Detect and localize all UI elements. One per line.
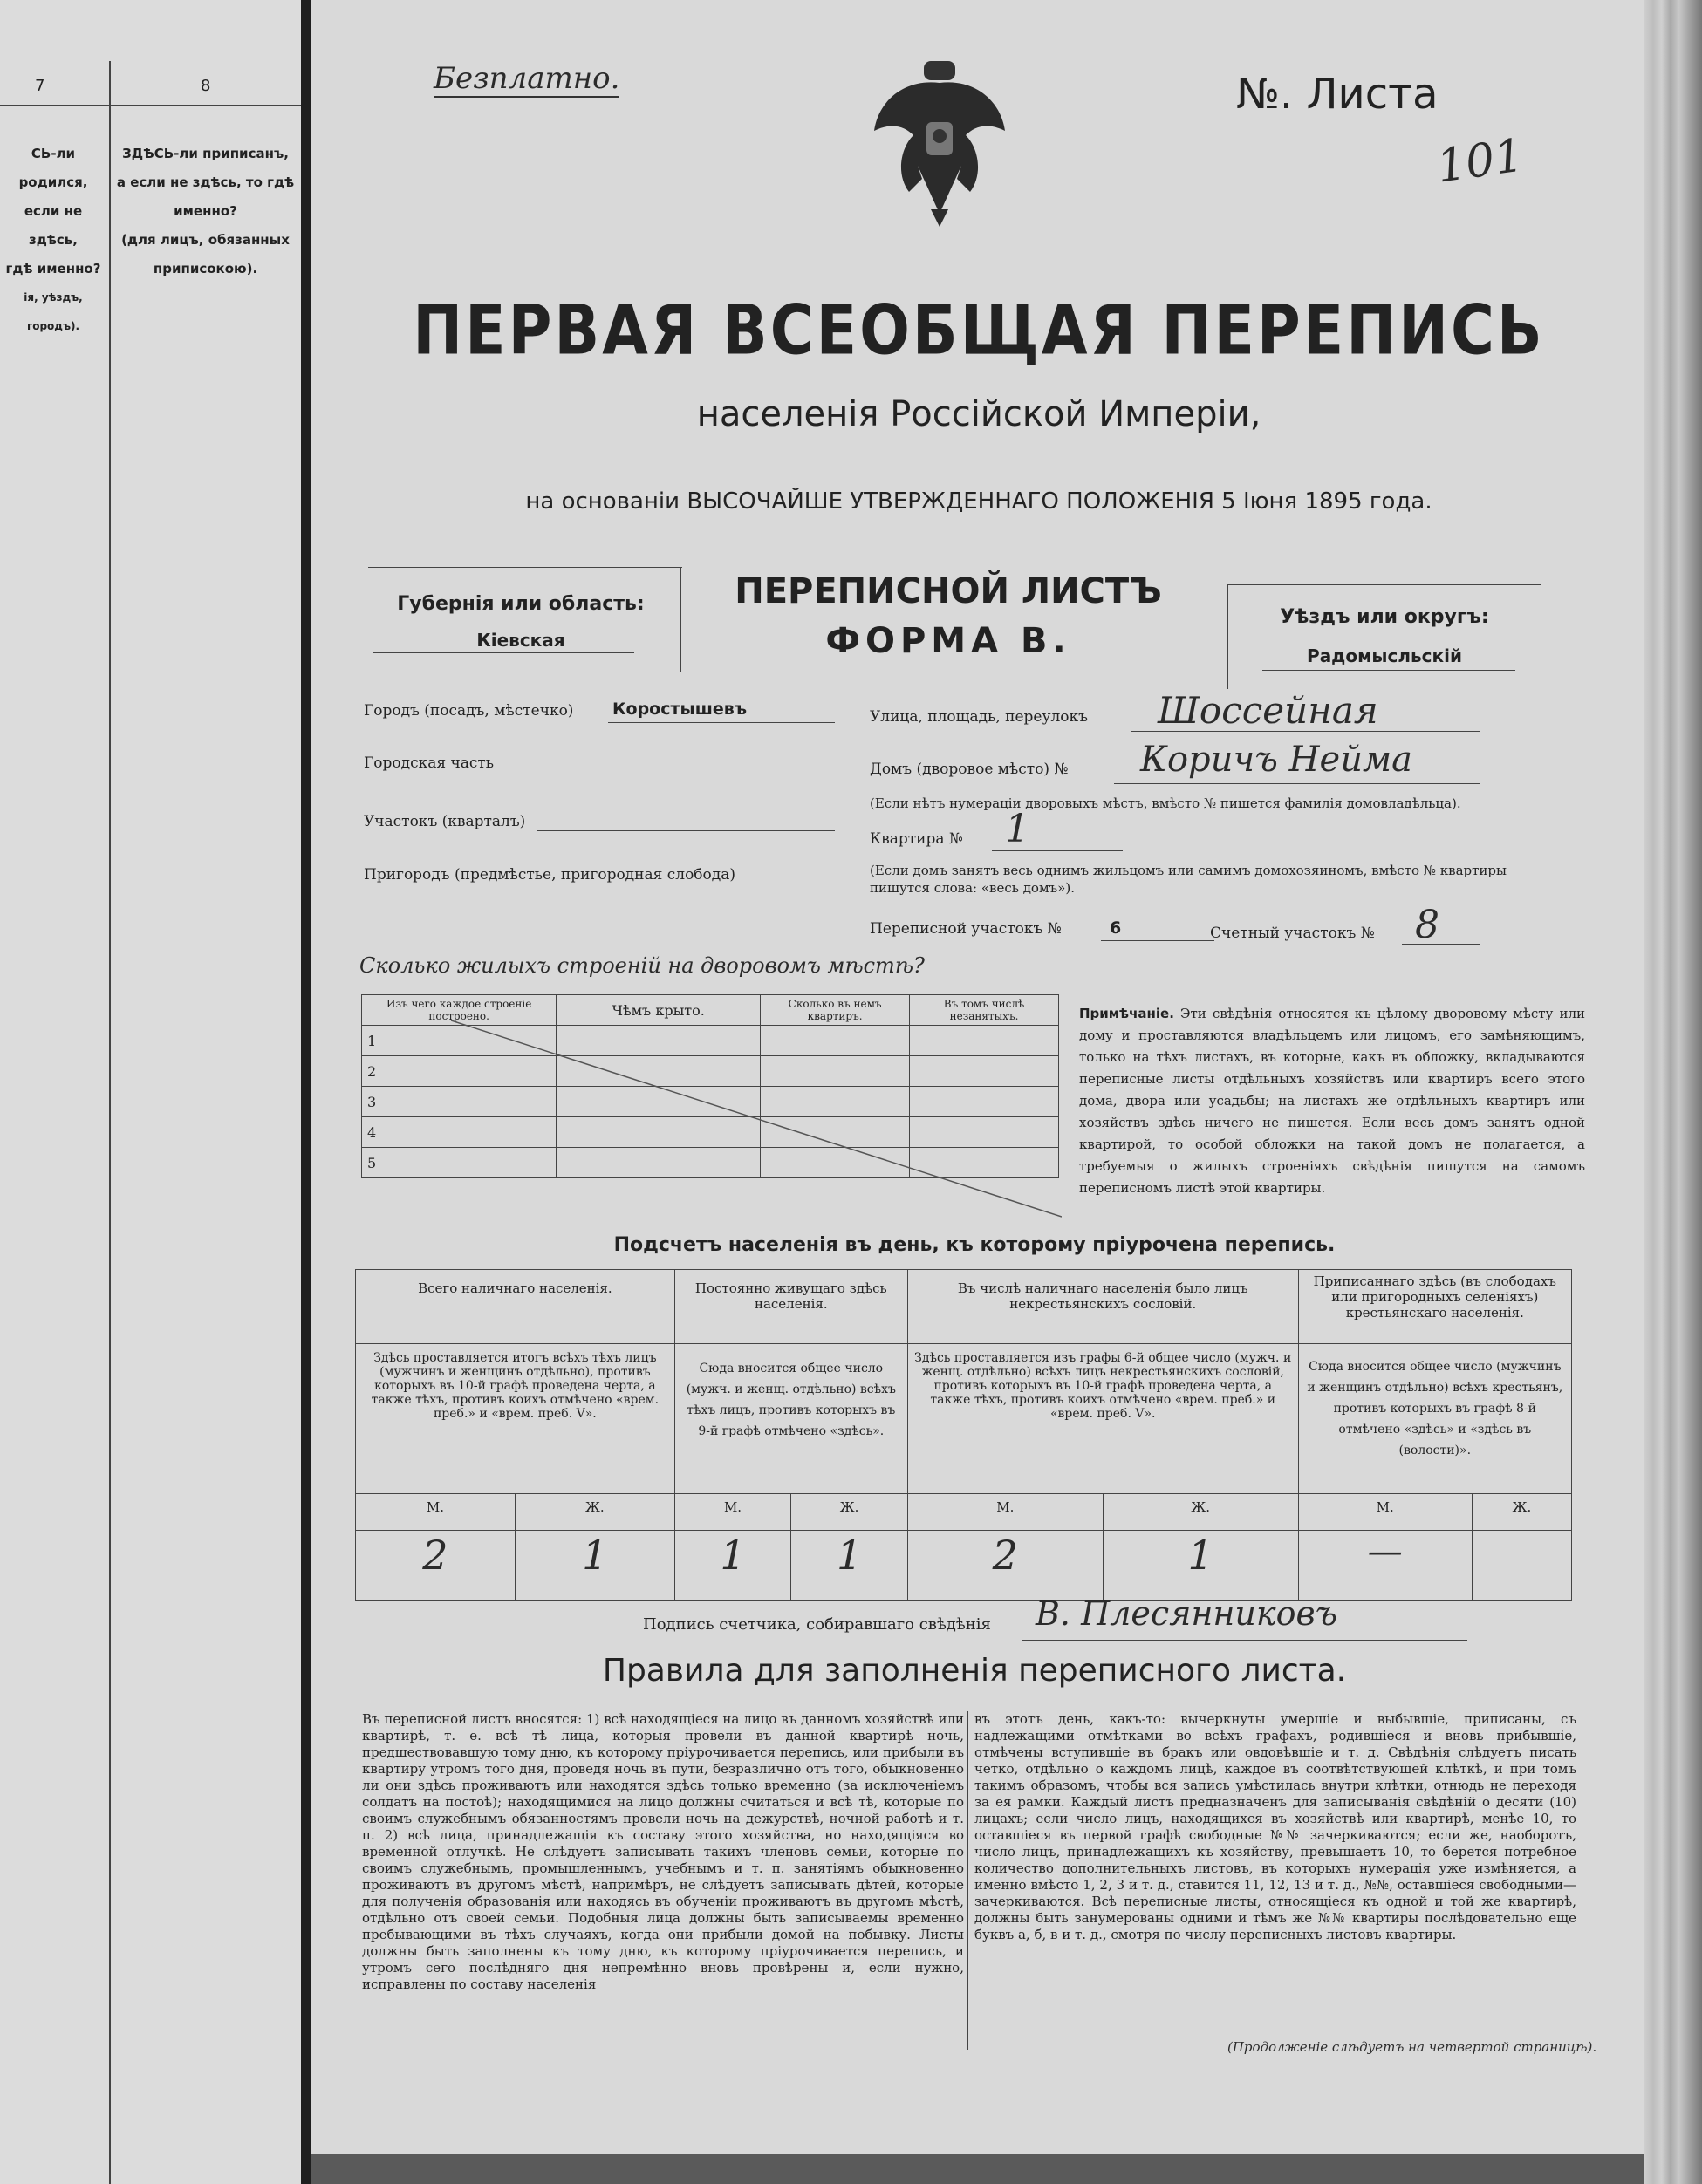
left-page-col8-text bbox=[112, 140, 299, 283]
count-value: 1 bbox=[1103, 1531, 1298, 1601]
col-material-header: Изъ чего каждое строеніе построено. bbox=[362, 995, 557, 1026]
f-label: Ж. bbox=[1103, 1494, 1298, 1531]
count-district-rule bbox=[1402, 944, 1480, 945]
count-col3-desc: Здѣсь проставляется изъ графы 6-й общее число (мужч. и женщ. отдѣльно) всѣхъ лицъ некрестьянскихъ сословій, противъ которыхъ въ 10-й графѣ проведена черта, а также тѣхъ, противъ коихъ отмѣчено «врем. преб.» и «врем. преб. V». bbox=[907, 1344, 1298, 1494]
census-form-page bbox=[311, 0, 1646, 2154]
district-value: Радомысльскій bbox=[1307, 645, 1462, 666]
row-number: 1 bbox=[362, 1026, 557, 1056]
col-roof-header: Чѣмъ крыто. bbox=[557, 995, 761, 1026]
count-values-row bbox=[356, 1531, 1572, 1601]
free-stamp: Безплатно. bbox=[434, 61, 620, 96]
rules-right-column: въ этотъ день, какъ-то: вычеркнуты умершіе и выбывшіе, приписаны, съ надлежащими отмѣтками во всѣхъ графахъ, родившіеся и вновь прибывшіе, отмѣчены вступившіе въ бракъ или овдовѣвшіе и т. д. Свѣдѣнія слѣдуетъ писать четко, отдѣльно о каждомъ лицѣ, каждое въ соотвѣтствующей клѣткѣ, и при томъ такимъ образомъ, чтобы вся запись умѣстилась внутри клѣтки, отнюдь не переходя за ея рамки. Каждый листъ предназначенъ для записыванія свѣдѣній о десяти (10) лицахъ; если число лицъ, находящихся въ хозяйствѣ или квартирѣ, менѣе 10, то оставшіеся въ первой графѣ свободные №№ зачеркиваются; если же, наоборотъ, число лицъ, принадлежащихъ къ хозяйству, превышаетъ 10, то берется потребное количество дополнительныхъ листовъ, въ которыхъ нумерація уже измѣняется, а именно вмѣсто 1, 2, 3 и т. д., ставится 11, 12, 13 и т. д., №№, оставшіеся свободными—зачеркиваются. Всѣ переписные листы, относящіеся къ одной и той же квартирѣ, должны быть занумерованы одними и тѣмъ же №№ квартиры послѣдовательно еще буквъ а, б, в и т. д., смотря по числу переписныхъ листовъ квартиры. bbox=[974, 1711, 1576, 1942]
left-page-text-line: ія, уѣздъ, городъ). bbox=[24, 291, 83, 332]
city-rule bbox=[608, 722, 835, 723]
legal-basis-line: на основаніи ВЫСОЧАЙШЕ УТВЕРЖДЕННАГО ПОЛОЖЕНІЯ 5 Іюня 1895 года. bbox=[525, 488, 1432, 515]
buildings-note bbox=[1079, 1003, 1585, 1199]
count-value: 1 bbox=[791, 1531, 908, 1601]
apartment-rule bbox=[992, 850, 1123, 851]
buildings-note-title: Примѣчаніе. bbox=[1079, 1006, 1174, 1021]
document-title: ПЕРВАЯ ВСЕОБЩАЯ ПЕРЕПИСЬ bbox=[413, 291, 1545, 371]
census-district-label: Переписной участокъ № bbox=[870, 920, 1062, 938]
form-type: ФОРМА В. bbox=[825, 621, 1071, 661]
m-label: М. bbox=[1298, 1494, 1472, 1531]
m-label: М. bbox=[674, 1494, 791, 1531]
province-value: Кіевская bbox=[476, 630, 565, 651]
street-label: Улица, площадь, переулокъ bbox=[870, 708, 1088, 726]
rules-heading: Правила для заполненія переписного листа. bbox=[602, 1653, 1347, 1689]
count-col1-desc: Здѣсь проставляется итогъ всѣхъ тѣхъ лицъ (мужчинъ и женщинъ отдѣльно), противъ которыхъ въ 10-й графѣ проведена черта, а также тѣхъ, противъ коихъ отмѣчено «врем. преб.» и «врем. преб. V». bbox=[356, 1344, 675, 1494]
district-top-rule bbox=[1227, 584, 1541, 585]
m-label: М. bbox=[907, 1494, 1103, 1531]
count-value bbox=[1472, 1531, 1571, 1601]
left-page-text-line: гдѣ именно? bbox=[5, 261, 101, 276]
signature-rule bbox=[1022, 1640, 1467, 1641]
signature-value: В. Плесянниковъ bbox=[1036, 1594, 1337, 1633]
suburb-label: Пригородъ (предмѣстье, пригородная слобода) bbox=[364, 866, 736, 884]
document-subtitle: населенія Россійской Имперіи, bbox=[696, 394, 1261, 434]
street-value: Шоссейная bbox=[1158, 689, 1378, 732]
apartment-label: Квартира № bbox=[870, 830, 963, 848]
sheet-number-value: 101 bbox=[1433, 129, 1527, 194]
f-label: Ж. bbox=[791, 1494, 908, 1531]
sheet-number-label: №. Листа bbox=[1236, 70, 1439, 119]
province-value-rule bbox=[373, 652, 634, 653]
count-value: — bbox=[1298, 1531, 1472, 1601]
m-label: М. bbox=[356, 1494, 516, 1531]
precinct-rule bbox=[537, 830, 835, 831]
count-titles-row bbox=[356, 1270, 1572, 1344]
count-value: 2 bbox=[907, 1531, 1103, 1601]
imperial-eagle-emblem bbox=[870, 61, 1009, 227]
buildings-strike-line bbox=[451, 1020, 1062, 1221]
left-page-header-rule bbox=[0, 105, 301, 106]
house-rule bbox=[1114, 783, 1480, 784]
left-page-column-divider bbox=[109, 61, 111, 2184]
count-desc-row bbox=[356, 1344, 1572, 1494]
left-page-col8-number: 8 bbox=[201, 77, 211, 95]
rules-continued-note: (Продолженіе слѣдуетъ на четвертой страницѣ). bbox=[1227, 2039, 1597, 2055]
census-district-value: 6 bbox=[1110, 918, 1122, 938]
census-district-rule bbox=[1101, 940, 1214, 941]
city-value: Коростышевъ bbox=[612, 700, 748, 719]
apartment-value: 1 bbox=[1005, 807, 1029, 851]
col-vacant-header: Въ томъ числѣ незанятыхъ. bbox=[910, 995, 1059, 1026]
count-col1-title: Всего наличнаго населенія. bbox=[356, 1270, 675, 1344]
rules-left-column: Въ переписной листъ вносятся: 1) всѣ находящіеся на лицо въ данномъ хозяйствѣ или квартирѣ, т. е. всѣ тѣ лица, которыя провели въ данной квартирѣ ночь, предшествовавшую тому дню, къ которому пріурочивается перепись, или прибыли въ квартиру утромъ того дня, проведя ночь въ пути, безразлично отъ того, обыкновенно ли они здѣсь проживаютъ или находятся здѣсь только временно (за исключеніемъ солдатъ на постоѣ); находящимися на лицо должны считаться и всѣ тѣ, которые по своимъ служебнымъ обязанностямъ провели ночь на дежурствѣ, ночной работѣ и т. п. 2) всѣ лица, принадлежащія къ составу этого хозяйства, но находящіяся во временной отлучкѣ. Не слѣдуетъ записывать такихъ членовъ семьи, которые по своимъ служебнымъ, промышленнымъ, учебнымъ и т. п. занятіямъ обыкновенно проживаютъ въ другомъ мѣстѣ, напримѣръ, не слѣдуетъ записывать дѣтей, которые для полученія образованія или находясь въ обученіи проживаютъ въ другомъ мѣстѣ, отдѣльно отъ своей семьи. Подобныя лица должны быть записываемы временно пребывающими въ тѣхъ случаяхъ, когда они прибыли домой на побывку. Листы должны быть заполнены къ тому дню, къ которому пріурочивается перепись, и утромъ сего послѣдняго дня непремѣнно вновь провѣрены и, если нужно, исправлены по составу населенія bbox=[362, 1711, 964, 1992]
count-col2-title: Постоянно живущаго здѣсь населенія. bbox=[674, 1270, 907, 1344]
street-rule bbox=[1131, 731, 1480, 732]
left-page-fragment bbox=[0, 0, 308, 2184]
count-district-label: Счетный участокъ № bbox=[1210, 925, 1375, 942]
house-note: (Если нѣтъ нумераціи дворовыхъ мѣстъ, вмѣсто № пишется фамилія домовладѣльца). bbox=[870, 795, 1461, 811]
city-label: Городъ (посадъ, мѣстечко) bbox=[364, 702, 574, 720]
population-count-table bbox=[355, 1269, 1572, 1601]
row-number: 3 bbox=[362, 1087, 557, 1117]
province-label: Губернія или область: bbox=[397, 593, 645, 615]
house-label: Домъ (дворовое мѣсто) № bbox=[870, 761, 1069, 778]
province-divider bbox=[680, 567, 681, 672]
left-page-text-line: приписокою). bbox=[153, 261, 258, 276]
stacked-page-edges bbox=[1644, 0, 1702, 2184]
count-value: 2 bbox=[356, 1531, 516, 1601]
left-page-text-line: а если не здѣсь, то гдѣ bbox=[116, 174, 295, 190]
count-value: 1 bbox=[515, 1531, 674, 1601]
book-binding bbox=[301, 0, 311, 2184]
count-col4-desc: Сюда вносится общее число (мужчинъ и женщинъ отдѣльно) всѣхъ крестьянъ, противъ которыхъ въ графѣ 8-й отмѣчено «здѣсь» и «здѣсь въ (волости)». bbox=[1298, 1344, 1571, 1494]
count-col2-desc: Сюда вносится общее число (мужч. и женщ. отдѣльно) всѣхъ тѣхъ лицъ, противъ которыхъ въ 9-й графѣ отмѣчено «здѣсь». bbox=[674, 1344, 907, 1494]
count-col3-title: Въ числѣ наличнаго населенія было лицъ некрестьянскихъ сословій. bbox=[907, 1270, 1298, 1344]
form-title: ПЕРЕПИСНОЙ ЛИСТЪ bbox=[735, 571, 1162, 611]
count-col4-title: Приписаннаго здѣсь (въ слободахъ или пригородныхъ селеніяхъ) крестьянскаго населенія. bbox=[1298, 1270, 1571, 1344]
count-value: 1 bbox=[674, 1531, 791, 1601]
left-page-col7-text bbox=[0, 140, 106, 341]
left-page-text-line: именно? bbox=[174, 203, 237, 219]
left-page-text-line: СЬ-ли родился, bbox=[18, 146, 88, 190]
count-heading: Подсчетъ населенія въ день, къ которому пріурочена перепись. bbox=[613, 1234, 1336, 1256]
house-value: Коричъ Нейма bbox=[1140, 740, 1412, 780]
row-number: 2 bbox=[362, 1056, 557, 1087]
left-page-col7-number: 7 bbox=[35, 77, 45, 95]
row-number: 5 bbox=[362, 1148, 557, 1178]
precinct-label: Участокъ (кварталъ) bbox=[364, 813, 526, 830]
left-page-text-line: если не здѣсь, bbox=[24, 203, 83, 248]
left-page-text-line: ЗДѢСЬ-ли приписанъ, bbox=[122, 146, 289, 161]
count-district-value: 8 bbox=[1415, 903, 1439, 947]
buildings-note-text: Эти свѣдѣнія относятся къ цѣлому дворовому мѣсту или дому и проставляются владѣльцемъ или лицомъ, его замѣняющимъ, только на тѣхъ листахъ, въ которые, какъ въ обложку, вкладываются переписные листы отдѣльныхъ хозяйствъ или квартиръ всего этого дома, двора или усадьбы; на листахъ же отдѣльныхъ квартиръ или хозяйствъ здѣсь ничего не пишется. Если весь домъ занятъ одной квартирой, то особой обложки на такой домъ не полагается, а требуемыя о жилыхъ строеніяхъ свѣдѣнія пишутся на самомъ переписномъ листѣ этой квартиры. bbox=[1079, 1006, 1585, 1196]
count-mf-labels-row bbox=[356, 1494, 1572, 1531]
rules-column-divider bbox=[967, 1711, 968, 2050]
apartment-note: (Если домъ занятъ весь однимъ жильцомъ или самимъ домохозяиномъ, вмѣсто № квартиры пишутся слова: «весь домъ»). bbox=[870, 863, 1507, 896]
buildings-question: Сколько жилыхъ строеній на дворовомъ мѣстѣ? bbox=[359, 953, 925, 978]
col-apartments-header: Сколько въ немъ квартиръ. bbox=[761, 995, 910, 1026]
signature-label: Подпись счетчика, собиравшаго свѣдѣнія bbox=[643, 1615, 991, 1634]
left-page-text-line: (для лицъ, обязанных bbox=[121, 232, 290, 248]
f-label: Ж. bbox=[515, 1494, 674, 1531]
district-label: Уѣздъ или округъ: bbox=[1280, 606, 1489, 628]
province-top-rule bbox=[368, 567, 682, 568]
row-number: 4 bbox=[362, 1117, 557, 1148]
district-divider bbox=[1227, 584, 1228, 689]
f-label: Ж. bbox=[1472, 1494, 1571, 1531]
district-value-rule bbox=[1262, 670, 1515, 671]
city-part-label: Городская часть bbox=[364, 754, 495, 772]
